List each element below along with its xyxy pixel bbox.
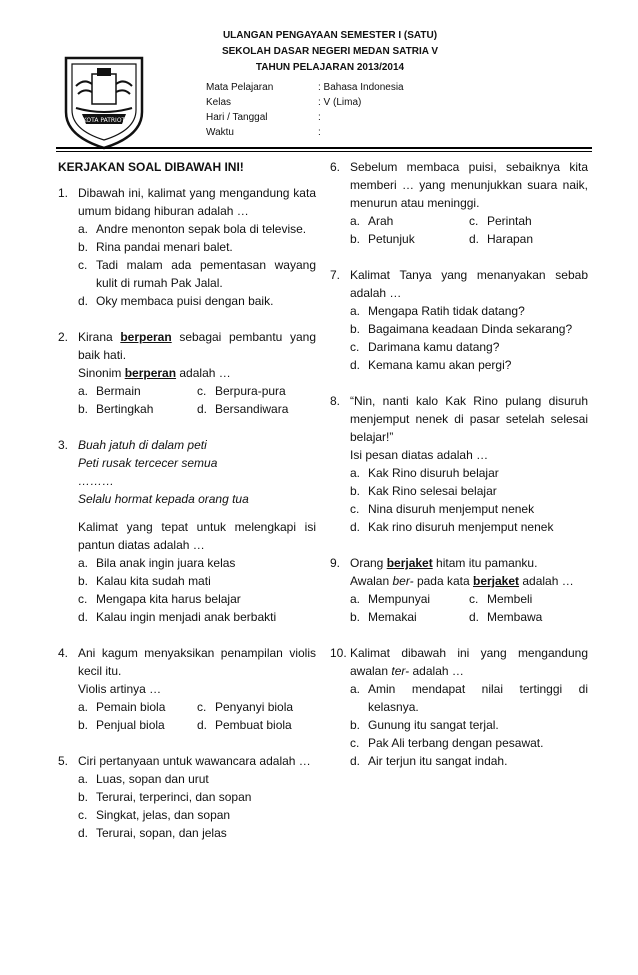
option-text: Mempunyai bbox=[368, 592, 431, 606]
option-letter: d. bbox=[350, 358, 361, 372]
instruction-heading: KERJAKAN SOAL DIBAWAH INI! bbox=[58, 160, 244, 174]
info-label: Hari / Tanggal bbox=[206, 112, 268, 123]
option-text: Kemana kamu akan pergi? bbox=[368, 358, 512, 372]
info-row-subject bbox=[206, 80, 404, 95]
info-value: : Bahasa Indonesia bbox=[318, 82, 404, 93]
option-a bbox=[350, 464, 588, 482]
info-label: Mata Pelajaran bbox=[206, 82, 274, 93]
question-number: 9. bbox=[330, 556, 341, 570]
option-b bbox=[78, 572, 316, 590]
option-d bbox=[350, 752, 588, 770]
pantun-line-1: Buah jatuh di dalam peti bbox=[78, 438, 207, 452]
option-row bbox=[78, 698, 316, 716]
option-c bbox=[350, 734, 588, 752]
option-text: Berpura-pura bbox=[215, 384, 286, 398]
option-text: Mengapa kita harus belajar bbox=[96, 592, 241, 606]
option-d bbox=[78, 608, 316, 626]
option-letter: a. bbox=[78, 700, 89, 714]
option-letter: c. bbox=[197, 700, 207, 714]
header-title-line-3: TAHUN PELAJARAN 2013/2014 bbox=[255, 62, 405, 73]
option-c bbox=[350, 500, 588, 518]
option-d bbox=[350, 518, 588, 536]
option-b bbox=[350, 716, 588, 734]
option-letter: c. bbox=[350, 340, 360, 354]
option-text: Kalau kita sudah mati bbox=[96, 574, 211, 588]
option-letter: d. bbox=[350, 520, 361, 534]
option-row bbox=[350, 212, 588, 230]
question-10 bbox=[330, 644, 588, 770]
option-letter: a. bbox=[350, 592, 361, 606]
question-number: 2. bbox=[58, 330, 69, 344]
option-text: Petunjuk bbox=[368, 232, 415, 246]
pantun-line-3: ……… bbox=[78, 474, 114, 488]
header-title-line-2: SEKOLAH DASAR NEGERI MEDAN SATRIA V bbox=[221, 46, 439, 57]
question-subtext: Isi pesan diatas adalah … bbox=[350, 448, 489, 462]
option-a bbox=[78, 770, 316, 788]
option-c bbox=[350, 338, 588, 356]
option-text: Pemain biola bbox=[96, 700, 166, 714]
keyword: berperan bbox=[120, 330, 172, 344]
question-number: 1. bbox=[58, 186, 69, 200]
info-value: : V (Lima) bbox=[318, 97, 362, 108]
question-number: 4. bbox=[58, 646, 69, 660]
option-letter: b. bbox=[78, 402, 89, 416]
option-d bbox=[78, 292, 316, 310]
option-letter: b. bbox=[350, 718, 361, 732]
question-number: 5. bbox=[58, 754, 69, 768]
option-b bbox=[78, 238, 316, 256]
option-letter: d. bbox=[469, 610, 480, 624]
option-letter: d. bbox=[78, 294, 89, 308]
question-9 bbox=[330, 554, 588, 626]
option-a bbox=[78, 554, 316, 572]
question-text: “Nin, nanti kalo Kak Rino pulang disuruh menjemput nenek di pasar setelah selesai belajar!” bbox=[350, 394, 588, 444]
option-letter: a. bbox=[350, 466, 361, 480]
option-c bbox=[78, 806, 316, 824]
option-letter: b. bbox=[78, 790, 89, 804]
question-text: Dibawah ini, kalimat yang mengandung kata umum bidang hiburan adalah … bbox=[78, 186, 316, 218]
option-row bbox=[78, 382, 316, 400]
option-letter: d. bbox=[78, 610, 89, 624]
option-text: Kak rino disuruh menjemput nenek bbox=[368, 520, 554, 534]
question-5 bbox=[58, 752, 316, 842]
option-letter: c. bbox=[350, 736, 360, 750]
question-7 bbox=[330, 266, 588, 374]
option-text: Terurai, terperinci, dan sopan bbox=[96, 790, 252, 804]
option-text: Luas, sopan dan urut bbox=[96, 772, 209, 786]
question-8 bbox=[330, 392, 588, 536]
option-d bbox=[78, 824, 316, 842]
option-text: Terurai, sopan, dan jelas bbox=[96, 826, 227, 840]
question-6 bbox=[330, 158, 588, 248]
option-d bbox=[350, 356, 588, 374]
option-letter: a. bbox=[78, 556, 89, 570]
option-letter: a. bbox=[78, 772, 89, 786]
option-text: Rina pandai menari balet. bbox=[96, 240, 233, 254]
option-letter: c. bbox=[78, 808, 88, 822]
question-number: 3. bbox=[58, 438, 69, 452]
option-text: Membeli bbox=[487, 592, 533, 606]
option-letter: b. bbox=[350, 232, 361, 246]
option-text: Kak Rino disuruh belajar bbox=[368, 466, 499, 480]
option-letter: c. bbox=[78, 258, 88, 272]
option-c bbox=[78, 590, 316, 608]
option-row bbox=[350, 608, 588, 626]
question-subtext: Awalan ber- pada kata berjaket adalah … bbox=[350, 574, 574, 588]
option-text: Bertingkah bbox=[96, 402, 154, 416]
school-logo bbox=[62, 52, 146, 150]
option-letter: d. bbox=[78, 826, 89, 840]
question-text: Kalimat Tanya yang menanyakan sebab adalah … bbox=[350, 268, 588, 300]
question-text: Ciri pertanyaan untuk wawancara adalah … bbox=[78, 754, 311, 768]
option-letter: b. bbox=[350, 610, 361, 624]
question-text: Orang berjaket hitam itu pamanku. bbox=[350, 556, 538, 570]
option-letter: b. bbox=[350, 322, 361, 336]
header-title-line-1: ULANGAN PENGAYAAN SEMESTER I (SATU) bbox=[222, 30, 438, 41]
option-text: Harapan bbox=[487, 232, 534, 246]
question-1 bbox=[58, 184, 316, 310]
option-text: Bila anak ingin juara kelas bbox=[96, 556, 236, 570]
option-text: Bersandiwara bbox=[215, 402, 289, 416]
question-subtext: Sinonim berperan adalah … bbox=[78, 366, 231, 380]
info-value: : bbox=[318, 112, 321, 123]
option-letter: b. bbox=[78, 574, 89, 588]
option-text: Singkat, jelas, dan sopan bbox=[96, 808, 231, 822]
option-text: Pembuat biola bbox=[215, 718, 292, 732]
option-row bbox=[350, 590, 588, 608]
option-letter: a. bbox=[350, 682, 361, 696]
option-text: Bagaimana keadaan Dinda sekarang? bbox=[368, 322, 573, 336]
option-text: Kalau ingin menjadi anak berbakti bbox=[96, 610, 277, 624]
header-divider-thick bbox=[56, 147, 592, 149]
info-row-class bbox=[206, 95, 404, 110]
option-letter: c. bbox=[350, 502, 360, 516]
option-text: Darimana kamu datang? bbox=[368, 340, 500, 354]
option-letter: a. bbox=[350, 304, 361, 318]
pantun-line-2: Peti rusak tercecer semua bbox=[78, 456, 218, 470]
question-number: 7. bbox=[330, 268, 341, 282]
info-row-time bbox=[206, 125, 404, 140]
option-letter: d. bbox=[469, 232, 480, 246]
option-row bbox=[350, 230, 588, 248]
option-letter: b. bbox=[350, 484, 361, 498]
question-number: 8. bbox=[330, 394, 341, 408]
option-text: Kak Rino selesai belajar bbox=[368, 484, 497, 498]
option-text: Penjual biola bbox=[96, 718, 165, 732]
option-text: Tadi malam ada pementasan wayang kulit di rumah Pak Jalal. bbox=[96, 258, 316, 290]
option-a bbox=[350, 680, 588, 716]
option-text: Arah bbox=[368, 214, 394, 228]
option-letter: a. bbox=[350, 214, 361, 228]
keyword: berjaket bbox=[386, 556, 433, 570]
question-4 bbox=[58, 644, 316, 734]
option-text: Gunung itu sangat terjal. bbox=[368, 718, 499, 732]
info-value: : bbox=[318, 127, 321, 138]
svg-text:KOTA PATRIOT: KOTA PATRIOT bbox=[82, 117, 126, 124]
option-text: Penyanyi biola bbox=[215, 700, 294, 714]
option-text: Andre menonton sepak bola di televise. bbox=[96, 222, 307, 236]
pantun-line-4: Selalu hormat kepada orang tua bbox=[78, 492, 249, 506]
question-subtext: Violis artinya … bbox=[78, 682, 162, 696]
option-text: Mengapa Ratih tidak datang? bbox=[368, 304, 525, 318]
option-letter: d. bbox=[197, 718, 208, 732]
option-b bbox=[78, 788, 316, 806]
option-text: Memakai bbox=[368, 610, 417, 624]
exam-info bbox=[206, 80, 404, 140]
option-letter: d. bbox=[197, 402, 208, 416]
option-c bbox=[78, 256, 316, 292]
option-text: Nina disuruh menjemput nenek bbox=[368, 502, 535, 516]
option-b bbox=[350, 320, 588, 338]
keyword: berperan bbox=[124, 366, 177, 380]
option-row bbox=[78, 400, 316, 418]
question-text: Kalimat dibawah ini yang mengandung awalan ter- adalah … bbox=[350, 646, 588, 678]
option-letter: c. bbox=[469, 214, 479, 228]
info-label: Kelas bbox=[206, 97, 232, 108]
option-letter: a. bbox=[78, 384, 89, 398]
option-letter: c. bbox=[78, 592, 88, 606]
option-b bbox=[350, 482, 588, 500]
question-number: 10. bbox=[330, 646, 347, 660]
info-row-date bbox=[206, 110, 404, 125]
option-text: Bermain bbox=[96, 384, 141, 398]
question-text: Kalimat yang tepat untuk melengkapi isi pantun diatas adalah … bbox=[78, 520, 316, 552]
info-label: Waktu bbox=[206, 127, 234, 138]
option-text: Oky membaca puisi dengan baik. bbox=[96, 294, 274, 308]
option-text: Amin mendapat nilai tertinggi di kelasnya. bbox=[368, 682, 588, 714]
header-divider-thin bbox=[56, 151, 592, 152]
option-row bbox=[78, 716, 316, 734]
option-text: Perintah bbox=[487, 214, 532, 228]
question-text: Ani kagum menyaksikan penampilan violis kecil itu. bbox=[78, 646, 316, 678]
question-text: Kirana berperan sebagai pembantu yang baik hati. bbox=[78, 330, 316, 362]
option-text: Pak Ali terbang dengan pesawat. bbox=[368, 736, 544, 750]
question-text: Sebelum membaca puisi, sebaiknya kita memberi … yang menunjukkan suara naik, menurun atau meninggi. bbox=[350, 160, 588, 210]
option-letter: b. bbox=[78, 718, 89, 732]
option-text: Membawa bbox=[487, 610, 543, 624]
question-2 bbox=[58, 328, 316, 418]
left-column bbox=[58, 158, 316, 860]
option-letter: c. bbox=[469, 592, 479, 606]
option-letter: c. bbox=[197, 384, 207, 398]
question-number: 6. bbox=[330, 160, 341, 174]
option-a bbox=[350, 302, 588, 320]
keyword: berjaket bbox=[473, 574, 520, 588]
option-a bbox=[78, 220, 316, 238]
option-text: Air terjun itu sangat indah. bbox=[368, 754, 508, 768]
option-letter: b. bbox=[78, 240, 89, 254]
right-column bbox=[330, 158, 588, 788]
option-letter: d. bbox=[350, 754, 361, 768]
question-3 bbox=[58, 436, 316, 626]
option-letter: a. bbox=[78, 222, 89, 236]
